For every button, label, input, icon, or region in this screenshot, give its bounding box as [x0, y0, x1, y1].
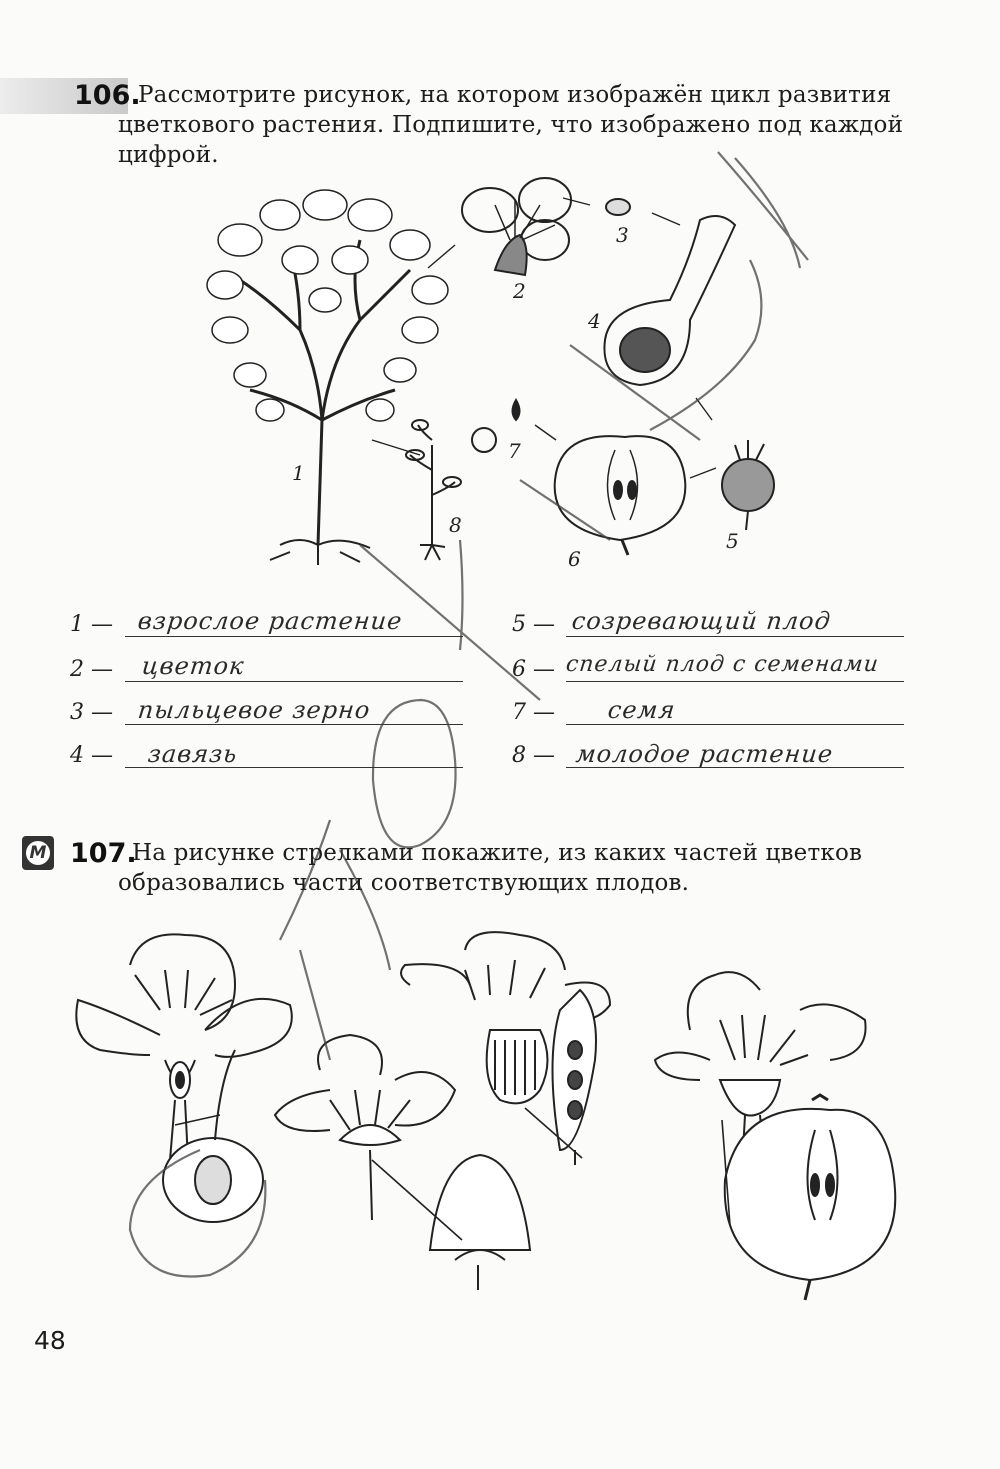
task-106-text-line-3: цифрой. [118, 142, 219, 168]
cherry-arrow [175, 1115, 220, 1125]
answer-5-text[interactable]: созревающий плод [570, 607, 833, 635]
answer-3-text[interactable]: пыльцевое зерно [136, 696, 372, 724]
task-106-number: 106. [74, 80, 141, 111]
answer-8-number: 8 — [512, 743, 555, 768]
answer-8-text[interactable]: молодое растение [574, 740, 835, 768]
task-106-text-line-2: цветкового растения. Подпишите, что изображено под каждой [118, 112, 904, 138]
task-107-number: 107. [70, 838, 137, 869]
answer-6-number: 6 — [512, 657, 555, 682]
cherry-flower-illustration [76, 934, 292, 1160]
figure-label-8: 8 [449, 513, 462, 537]
figure-label-6: 6 [568, 547, 581, 571]
answer-6-text[interactable]: спелый плод с семенами [564, 652, 881, 677]
answer-1-text[interactable]: взрослое растение [136, 607, 404, 635]
answer-4-text[interactable]: завязь [146, 740, 239, 768]
answer-4-number: 4 — [70, 743, 113, 768]
apple-fruit-illustration [725, 1095, 896, 1300]
answer-7-number: 7 — [512, 700, 555, 725]
answer-5-number: 5 — [512, 612, 555, 637]
answer-7-text[interactable]: семя [606, 696, 677, 724]
figure-label-7: 7 [508, 439, 521, 463]
figure-label-3: 3 [616, 223, 629, 247]
strawberry-flower-illustration [275, 1035, 455, 1220]
figure-label-1: 1 [292, 461, 305, 485]
task-107-text-line-1: На рисунке стрелками покажите, из каких частей цветков [132, 840, 863, 866]
figure-label-4: 4 [588, 309, 601, 333]
figure-label-2: 2 [513, 279, 526, 303]
task-107-text-line-2: образовались части соответствующих плодов. [118, 870, 690, 896]
strawberry-fruit-illustration [430, 1155, 530, 1290]
answer-1-number: 1 — [70, 612, 113, 637]
pencil-scribbles-lower [130, 950, 330, 1277]
task-106-text-line-1: Рассмотрите рисунок, на котором изображён цикл развития [138, 82, 892, 108]
answer-3-number: 3 — [70, 700, 113, 725]
figure-label-5: 5 [726, 529, 739, 553]
answer-2-number: 2 — [70, 657, 113, 682]
page-number: 48 [34, 1326, 66, 1355]
m-badge-icon: M [22, 836, 54, 870]
answer-2-text[interactable]: цветок [140, 652, 246, 680]
